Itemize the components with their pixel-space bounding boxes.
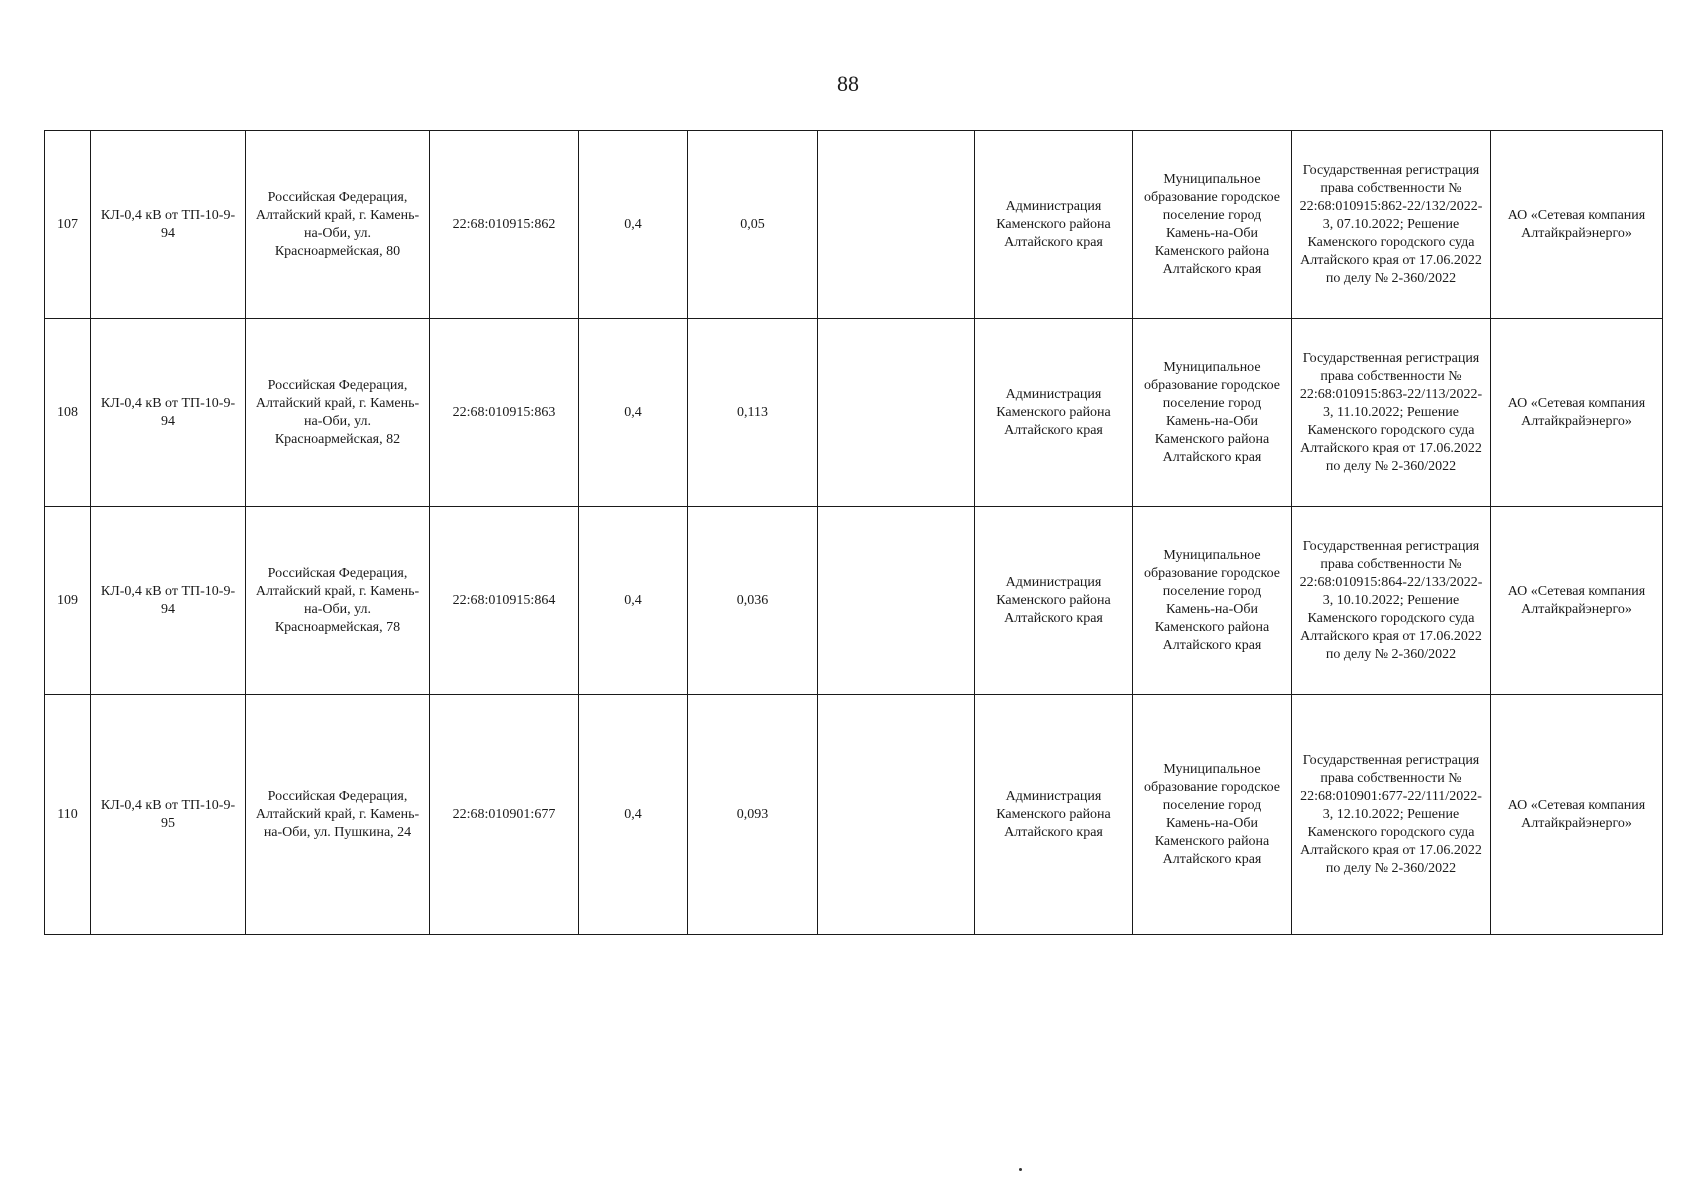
cell-empty xyxy=(818,319,975,507)
cell-empty xyxy=(818,131,975,319)
cell-operator: АО «Сетевая компания Алтайкрайэнерго» xyxy=(1491,131,1663,319)
cell-voltage: 0,4 xyxy=(579,131,688,319)
cell-municipality: Муниципальное образование городское поселение город Камень-на-Оби Каменского района Алтайского края xyxy=(1133,507,1292,695)
scan-dot-mark xyxy=(1019,1168,1022,1171)
table-row xyxy=(45,131,1663,319)
cell-registration: Государственная регистрация права собственности № 22:68:010915:863-22/113/2022-3, 11.10.2022; Решение Каменского городского суда Алтайского края от 17.06.2022 по делу № 2-360/2022 xyxy=(1292,319,1491,507)
cell-address: Российская Федерация, Алтайский край, г. Камень-на-Оби, ул. Красноармейская, 82 xyxy=(246,319,430,507)
cell-address: Российская Федерация, Алтайский край, г. Камень-на-Оби, ул. Красноармейская, 78 xyxy=(246,507,430,695)
table-row xyxy=(45,319,1663,507)
cell-operator: АО «Сетевая компания Алтайкрайэнерго» xyxy=(1491,319,1663,507)
cell-operator: АО «Сетевая компания Алтайкрайэнерго» xyxy=(1491,695,1663,935)
cell-number: 108 xyxy=(45,319,91,507)
cell-address: Российская Федерация, Алтайский край, г. Камень-на-Оби, ул. Пушкина, 24 xyxy=(246,695,430,935)
cell-empty xyxy=(818,507,975,695)
cell-registration: Государственная регистрация права собственности № 22:68:010901:677-22/111/2022-3, 12.10.2022; Решение Каменского городского суда Алтайского края от 17.06.2022 по делу № 2-360/2022 xyxy=(1292,695,1491,935)
cell-length: 0,05 xyxy=(688,131,818,319)
cell-length: 0,093 xyxy=(688,695,818,935)
property-registry-table xyxy=(44,130,1663,935)
cell-administration: Администрация Каменского района Алтайского края xyxy=(975,695,1133,935)
cell-number: 109 xyxy=(45,507,91,695)
cell-voltage: 0,4 xyxy=(579,319,688,507)
table-row xyxy=(45,695,1663,935)
cell-cadastral-number: 22:68:010915:862 xyxy=(430,131,579,319)
cell-administration: Администрация Каменского района Алтайского края xyxy=(975,319,1133,507)
cell-administration: Администрация Каменского района Алтайского края xyxy=(975,507,1133,695)
cell-cadastral-number: 22:68:010915:864 xyxy=(430,507,579,695)
cell-operator: АО «Сетевая компания Алтайкрайэнерго» xyxy=(1491,507,1663,695)
cell-cadastral-number: 22:68:010901:677 xyxy=(430,695,579,935)
cell-cadastral-number: 22:68:010915:863 xyxy=(430,319,579,507)
cell-line-name: КЛ-0,4 кВ от ТП-10-9-95 xyxy=(91,695,246,935)
cell-voltage: 0,4 xyxy=(579,695,688,935)
page-number: 88 xyxy=(837,71,859,96)
cell-registration: Государственная регистрация права собственности № 22:68:010915:864-22/133/2022-3, 10.10.2022; Решение Каменского городского суда Алтайского края от 17.06.2022 по делу № 2-360/2022 xyxy=(1292,507,1491,695)
cell-length: 0,113 xyxy=(688,319,818,507)
cell-municipality: Муниципальное образование городское поселение город Камень-на-Оби Каменского района Алтайского края xyxy=(1133,695,1292,935)
cell-registration: Государственная регистрация права собственности № 22:68:010915:862-22/132/2022-3, 07.10.2022; Решение Каменского городского суда Алтайского края от 17.06.2022 по делу № 2-360/2022 xyxy=(1292,131,1491,319)
cell-number: 110 xyxy=(45,695,91,935)
cell-municipality: Муниципальное образование городское поселение город Камень-на-Оби Каменского района Алтайского края xyxy=(1133,319,1292,507)
table-row xyxy=(45,507,1663,695)
cell-line-name: КЛ-0,4 кВ от ТП-10-9-94 xyxy=(91,319,246,507)
cell-number: 107 xyxy=(45,131,91,319)
cell-line-name: КЛ-0,4 кВ от ТП-10-9-94 xyxy=(91,131,246,319)
cell-municipality: Муниципальное образование городское поселение город Камень-на-Оби Каменского района Алтайского края xyxy=(1133,131,1292,319)
cell-voltage: 0,4 xyxy=(579,507,688,695)
cell-address: Российская Федерация, Алтайский край, г. Камень-на-Оби, ул. Красноармейская, 80 xyxy=(246,131,430,319)
cell-administration: Администрация Каменского района Алтайского края xyxy=(975,131,1133,319)
cell-length: 0,036 xyxy=(688,507,818,695)
cell-empty xyxy=(818,695,975,935)
cell-line-name: КЛ-0,4 кВ от ТП-10-9-94 xyxy=(91,507,246,695)
